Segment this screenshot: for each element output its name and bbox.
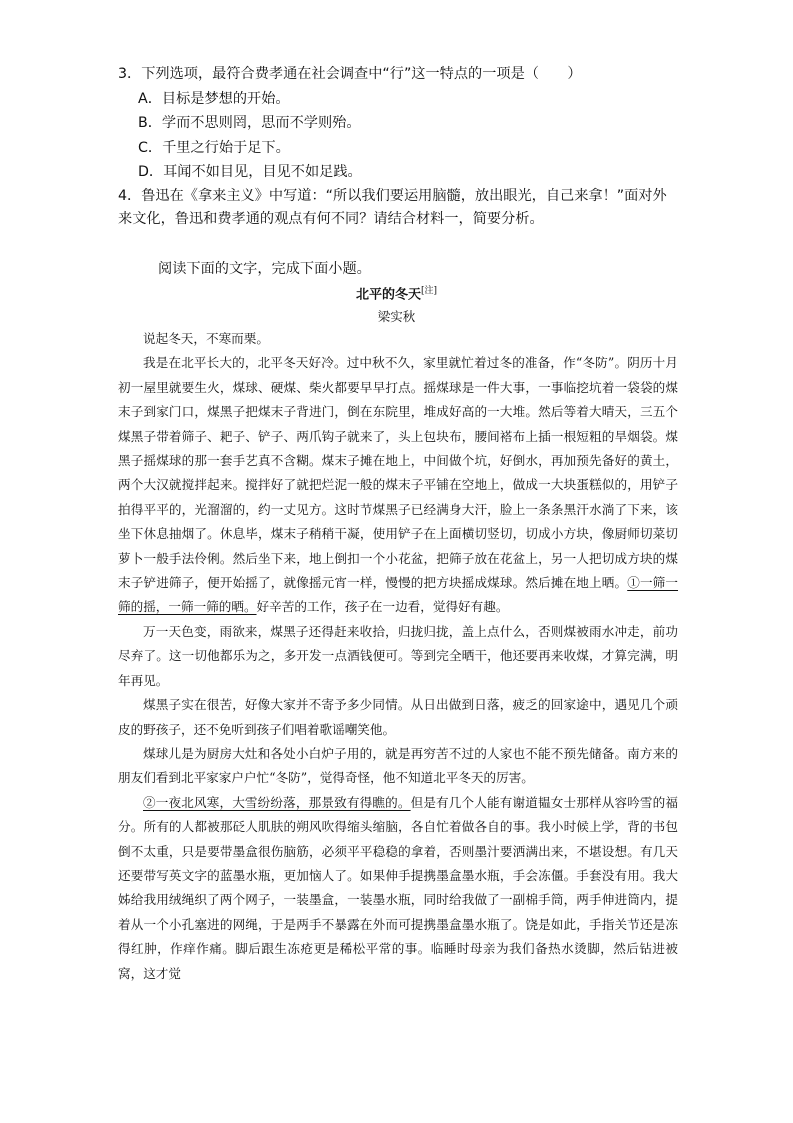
- underlined-sentence-1: ①一筛一筛的摇，一筛一筛的晒。: [118, 575, 679, 615]
- question-3-option-c: C．千里之行始于足下。: [138, 140, 290, 156]
- essay-paragraph-4: 煤黑子实在很苦，好像大家并不寄予多少同情。从日出做到日落，疲乏的回家途中，遇见几个顽皮的野孩子，还不免听到孩子们唱着歌谣嘲笑他。: [118, 697, 678, 737]
- essay-paragraph-6-text: 但是有几个人能有谢道韫女士那样从容吟雪的福分。所有的人都被那砭人肌肤的朔风吹得缩头缩脑，各自忙着做各自的事。我小时候上学，背的书包倒不太重，只是要带墨盒很伤脑筋，必须平平稳稳的拿着，否则墨汁要洒满出来，不堪设想。有几天还要带写英文字的蓝墨水瓶，更加恼人了。如果伸手提携墨盒墨水瓶，手会冻僵。手套没有用。我大姊给我用绒绳织了两个网子，一装墨盒，一装墨水瓶，同时给我做了一副棉手筒，两手伸进筒内，提着从一个小孔塞进的网绳，于是两手不暴露在外而可提携墨盒墨水瓶了。饶是如此，手指关节还是冻得红肿，作痒作痛。脚后跟生冻疮更是稀松平常的事。临睡时母亲为我们备热水烫脚，然后钻进被窝，这才觉: [118, 794, 679, 981]
- question-3-option-d: D．耳闻不如目见，目见不如足践。: [138, 164, 362, 180]
- question-3-option-b: B．学而不思则罔，思而不学则殆。: [138, 115, 361, 131]
- underlined-sentence-2: ②一夜北风寒，大雪纷纷落，那景致有得瞧的。: [143, 794, 411, 810]
- essay-paragraph-2-tail: 好辛苦的工作，孩子在一边看，觉得好有趣。: [256, 599, 509, 615]
- essay-title-text: 北平的冬天: [355, 287, 421, 303]
- essay-body: [118, 327, 678, 986]
- question-3-option-a: A．目标是梦想的开始。: [138, 91, 290, 107]
- essay-paragraph-3: 万一天色变，雨欲来，煤黑子还得赶来收拾，归拢归拢，盖上点什么，否则煤被雨水冲走，前功尽弃了。这一切他都乐为之，多开发一点酒钱便可。等到完全晒干，他还要再来收煤，才算完满，明年再见。: [118, 623, 678, 688]
- essay-title-note: [注]: [420, 286, 438, 296]
- essay-title: [0, 283, 793, 302]
- essay-paragraph-2-text: 我是在北平长大的，北平冬天好冷。过中秋不久，家里就忙着过冬的准备，作“冬防”。阴历十月初一屋里就要生火，煤球、硬煤、柴火都要早早打点。摇煤球是一件大事，一事临挖坑着一袋袋的煤末子到家门口，煤黑子把煤末子背进门，倒在东院里，堆成好高的一大堆。然后等着大晴天，三五个煤黑子带着筛子、耙子、铲子、两爪钩子就来了，头上包块布，腰间褡布上插一根短粗的旱烟袋。煤黑子摇煤球的那一套手艺真不含糊。煤末子摊在地上，中间做个坑，好倒水，再加预先备好的黄土，两个大汉就搅拌起来。搅拌好了就把烂泥一般的煤末子平铺在空地上，做成一大块蛋糕似的，用铲子拍得平平的，光溜溜的，约一丈见方。这时节煤黑子已经满身大汗，脸上一条条黑汗水淌了下来，该坐下休息抽烟了。休息毕，煤末子稍稍干凝，使用铲子在上面横切竖切，切成小方块，像厨师切菜切萝卜一般手法伶俐。然后坐下来，地上倒扣一个小花盆，把筛子放在花盆上，另一人把切成方块的煤末子铲进筛子，便开始摇了，就像摇元宵一样，慢慢的把方块摇成煤球。然后摊在地上晒。: [118, 355, 678, 591]
- essay-paragraph-1: 说起冬天，不寒而栗。: [143, 331, 269, 346]
- essay-paragraph-2: [118, 351, 678, 619]
- reading-instruction: 阅读下面的文字，完成下面小题。: [158, 261, 371, 277]
- question-4: 4．鲁迅在《拿来主义》中写道：“所以我们要运用脑髓，放出眼光，自己来拿！”面对外来文化，鲁迅和费孝通的观点有何不同？请结合材料一，简要分析。: [118, 188, 667, 227]
- question-3-stem: 3．下列选项，最符合费孝通在社会调查中“行”这一特点的一项是（ ）: [118, 66, 582, 82]
- essay-paragraph-6: [118, 791, 678, 986]
- essay-author: 梁实秋: [377, 309, 416, 324]
- essay-paragraph-5: 煤球儿是为厨房大灶和各处小白炉子用的，就是再穷苦不过的人家也不能不预先储备。南方来的朋友们看到北平家家户户忙“冬防”，觉得奇怪，他不知道北平冬天的厉害。: [118, 745, 678, 786]
